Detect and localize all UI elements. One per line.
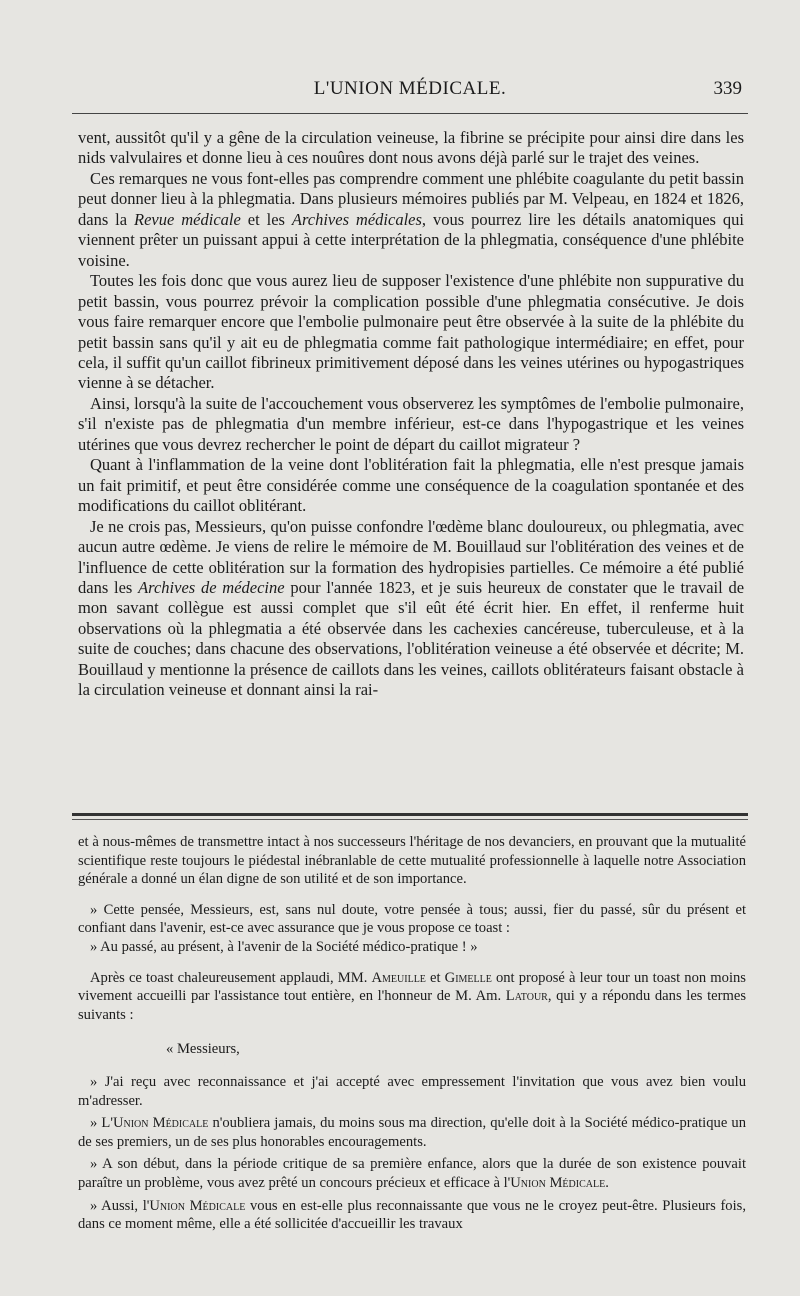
paragraph-text: vent, aussitôt qu'il y a gêne de la circulation veineuse, la fibrine se précipite pour ainsi dire dans les nids valvulaires et donne lieu à ces nouûres dont nous avons déjà parlé sur le trajet des veines. — [78, 128, 744, 168]
paragraph — [78, 128, 744, 169]
toast-text: » Au passé, au présent, à l'avenir de la Société médico-pratique ! » — [90, 938, 478, 955]
paragraph-text: et les — [240, 209, 292, 229]
paragraph-text: et à nous-mêmes de transmettre intact à nos successeurs l'héritage de nos devanciers, en prouvant que la mutualité scientifique reste toujours le piédestal inébranlable de cette mutualité professionnelle à laquelle notre Association générale a donné un élan digne de son utilité et de son importance. — [78, 834, 746, 888]
paragraph — [78, 169, 744, 271]
paragraph — [78, 1197, 746, 1234]
paragraph — [78, 271, 744, 394]
paragraph-text: Je ne crois pas, Messieurs, qu'on puisse confondre l'œdème blanc douloureux, ou phlegmatia, avec aucun autre œdème. Je viens de relire le mémoire de M. Bouillaud sur l'oblitération des veines et de l'influence de cette oblitération sur la formation des hydropisies partielles. Ce mémoire a été publié dans les — [78, 516, 744, 597]
journal-title: Union Médicale — [112, 1115, 209, 1132]
paragraph — [78, 901, 746, 938]
running-title: L'UNION MÉDICALE. — [313, 78, 507, 99]
paragraph — [78, 1155, 746, 1192]
paragraph — [78, 455, 744, 516]
paragraph — [78, 394, 744, 455]
paragraph-text: vous en est-elle plus reconnaissante que vous ne le croyez peut-être. Plusieurs fois, dans ce moment même, elle a été sollicitée d'accueillir les travaux — [78, 1197, 746, 1233]
paragraph-text: » A son début, dans la période critique de sa première enfance, alors que la durée de son existence pouvait paraître un problème, vous avez prêté un concours précieux et efficace à l' — [78, 1156, 746, 1191]
paragraph-text: n'oubliera jamais, du moins sous ma direction, qu'elle doit à la Société médico-pratique un de ses premiers, un de ses plus honorables encouragements. — [78, 1115, 746, 1150]
journal-title: Archives médicales — [291, 209, 422, 229]
paragraph — [78, 1073, 746, 1110]
journal-title: Revue médicale — [134, 209, 241, 229]
paragraph — [78, 969, 746, 1025]
header-rule — [72, 113, 748, 114]
person-name: Ameuille — [371, 969, 426, 986]
section-separator — [72, 813, 748, 820]
paragraph-text: Quant à l'inflammation de la veine dont l'oblitération fait la phlegmatia, elle n'est presque jamais un fait primitif, et peut être considérée comme une conséquence de la coagulation spontanée et des modifications du caillot oblitérant. — [78, 455, 744, 516]
page-number: 339 — [713, 78, 742, 99]
journal-title: Archives de médecine — [138, 577, 285, 597]
paragraph-text: Après ce toast chaleureusement applaudi, MM. — [90, 969, 372, 986]
paragraph-text: Toutes les fois donc que vous aurez lieu de supposer l'existence d'une phlébite non suppurative du petit bassin, vous pourrez prévoir la complication possible d'une phlegmatia consécutive. Je dois vous faire remarquer encore que l'embolie pulmonaire peut être observée à la suite de la phlébite du petit bassin sans qu'il y ait eu de phlegmatia comme fait pathologique intermédiaire; en effet, pour cela, il suffit qu'un caillot fibrineux primitivement déposé dans les veines utérines ou hypogastriques vienne à se détacher. — [78, 271, 744, 393]
journal-title: Union Médicale — [149, 1197, 246, 1214]
paragraph — [78, 938, 746, 957]
paragraph-text: » Aussi, l' — [90, 1197, 150, 1214]
person-name: Latour — [505, 988, 548, 1005]
paragraph-text: , vous pourrez lire les détails anatomiques qui viennent prêter un puissant appui à cette interprétation de la phlegmatia, conséquence d'une phlébite voisine. — [78, 209, 744, 270]
paragraph-text: ont proposé à leur tour un toast non moins vivement accueilli par l'assistance tout entière, en l'honneur de M. Am. — [78, 969, 746, 1005]
person-name: Gimelle — [444, 969, 492, 986]
paragraph — [78, 1114, 746, 1151]
paragraph-text: , qui y a répondu dans les termes suivants : — [78, 988, 747, 1023]
salutation: « Messieurs, — [166, 1041, 240, 1058]
paragraph-text: » L' — [90, 1115, 113, 1132]
paragraph — [78, 833, 746, 889]
paragraph — [78, 517, 744, 701]
feuilleton-text — [78, 833, 746, 1234]
paragraph-text: . — [605, 1174, 609, 1191]
page-header — [70, 78, 750, 102]
main-text — [78, 128, 744, 701]
paragraph-text: » J'ai reçu avec reconnaissance et j'ai accepté avec empressement l'invitation que vous avez bien voulu m'adresser. — [78, 1073, 746, 1109]
paragraph-text: Ainsi, lorsqu'à la suite de l'accouchement vous observerez les symptômes de l'embolie pulmonaire, s'il n'existe pas de phlegmatia d'un membre inférieur, est-ce dans l'hypogastrique et les veines utérines que vous devrez rechercher le point de départ du caillot migrateur ? — [78, 393, 744, 454]
journal-title: Union Médicale — [510, 1174, 606, 1191]
paragraph-text: et — [425, 969, 445, 986]
paragraph-text: » Cette pensée, Messieurs, est, sans nul doute, votre pensée à tous; aussi, fier du passé, sûr du présent et confiant dans l'avenir, est-ce avec assurance que je vous propose ce toast : — [78, 901, 746, 937]
paragraph-text: pour l'année 1823, et je suis heureux de constater que le travail de mon savant collègue est aussi complet que s'il eût été écrit hier. En effet, il renferme huit observations où la phlegmatia a été observée dans les cachexies cancéreuse, tuberculeuse, et à la suite de couches; dans chacune des observations, l'oblitération veineuse a été observée et décrite; M. Bouillaud y mentionne la présence de caillots dans les veines, caillots oblitérateurs faisant obstacle à la circulation veineuse et donnant ainsi la rai- — [78, 577, 745, 700]
paragraph-text: Ces remarques ne vous font-elles pas comprendre comment une phlébite coagulante du petit bassin peut donner lieu à la phlegmatia. Dans plusieurs mémoires publiés par M. Velpeau, en 1824 et 1826, dans la — [78, 168, 744, 229]
